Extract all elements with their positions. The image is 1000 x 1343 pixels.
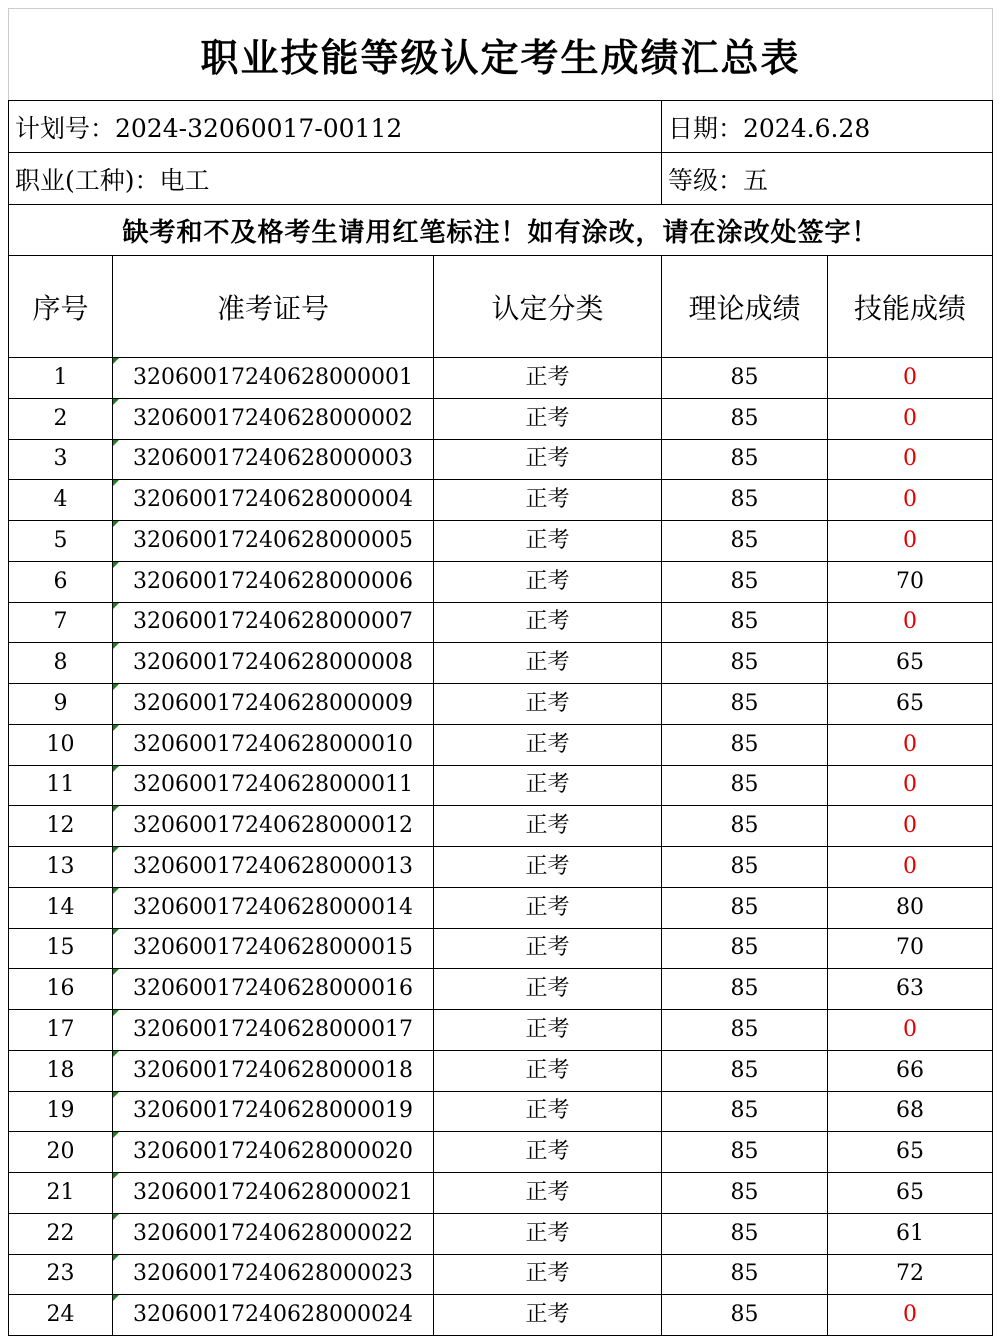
serial-cell: 2	[9, 398, 113, 439]
serial-cell: 10	[9, 724, 113, 765]
plan-row	[9, 101, 993, 153]
admission-number-cell: 32060017240628000008	[113, 643, 434, 684]
table-row	[9, 1010, 993, 1051]
skill-score-cell: 0	[828, 358, 993, 399]
category-cell: 正考	[434, 1295, 662, 1336]
skill-score-cell: 0	[828, 724, 993, 765]
serial-cell: 19	[9, 1091, 113, 1132]
theory-score-cell: 85	[662, 969, 828, 1010]
theory-score-cell: 85	[662, 480, 828, 521]
admission-number-cell: 32060017240628000024	[113, 1295, 434, 1336]
table-row	[9, 765, 993, 806]
notice-text: 缺考和不及格考生请用红笔标注！如有涂改，请在涂改处签字！	[9, 205, 993, 256]
occupation-row	[9, 153, 993, 205]
theory-score-cell: 85	[662, 887, 828, 928]
score-summary-sheet	[8, 8, 992, 1336]
admission-number-cell: 32060017240628000004	[113, 480, 434, 521]
table-row	[9, 887, 993, 928]
table-row	[9, 398, 993, 439]
serial-cell: 22	[9, 1213, 113, 1254]
theory-score-cell: 85	[662, 643, 828, 684]
skill-score-cell: 0	[828, 521, 993, 562]
serial-cell: 3	[9, 439, 113, 480]
category-cell: 正考	[434, 724, 662, 765]
admission-number-cell: 32060017240628000018	[113, 1050, 434, 1091]
admission-number-cell: 32060017240628000019	[113, 1091, 434, 1132]
skill-score-cell: 0	[828, 398, 993, 439]
admission-number-cell: 32060017240628000007	[113, 602, 434, 643]
skill-score-cell: 0	[828, 765, 993, 806]
admission-number-cell: 32060017240628000023	[113, 1254, 434, 1295]
skill-score-cell: 80	[828, 887, 993, 928]
serial-cell: 13	[9, 847, 113, 888]
skill-score-cell: 70	[828, 561, 993, 602]
category-cell: 正考	[434, 439, 662, 480]
admission-number-cell: 32060017240628000002	[113, 398, 434, 439]
admission-number-cell: 32060017240628000006	[113, 561, 434, 602]
skill-score-cell: 65	[828, 643, 993, 684]
category-cell: 正考	[434, 887, 662, 928]
category-cell: 正考	[434, 765, 662, 806]
skill-score-cell: 65	[828, 1173, 993, 1214]
theory-score-cell: 85	[662, 1050, 828, 1091]
category-cell: 正考	[434, 684, 662, 725]
serial-cell: 15	[9, 928, 113, 969]
admission-number-cell: 32060017240628000021	[113, 1173, 434, 1214]
skill-score-cell: 0	[828, 439, 993, 480]
theory-score-cell: 85	[662, 1254, 828, 1295]
skill-score-cell: 65	[828, 684, 993, 725]
theory-score-cell: 85	[662, 521, 828, 562]
theory-score-cell: 85	[662, 1091, 828, 1132]
category-cell: 正考	[434, 1010, 662, 1051]
table-row	[9, 1091, 993, 1132]
admission-number-cell: 32060017240628000012	[113, 806, 434, 847]
admission-number-cell: 32060017240628000014	[113, 887, 434, 928]
serial-cell: 17	[9, 1010, 113, 1051]
skill-score-cell: 0	[828, 1295, 993, 1336]
skill-score-cell: 72	[828, 1254, 993, 1295]
category-cell: 正考	[434, 1173, 662, 1214]
skill-score-cell: 63	[828, 969, 993, 1010]
table-row	[9, 1213, 993, 1254]
admission-number-cell: 32060017240628000005	[113, 521, 434, 562]
skill-score-cell: 70	[828, 928, 993, 969]
theory-score-cell: 85	[662, 1010, 828, 1051]
skill-score-cell: 66	[828, 1050, 993, 1091]
admission-number-cell: 32060017240628000020	[113, 1132, 434, 1173]
serial-cell: 4	[9, 480, 113, 521]
admission-number-cell: 32060017240628000022	[113, 1213, 434, 1254]
theory-score-cell: 85	[662, 847, 828, 888]
admission-number-cell: 32060017240628000017	[113, 1010, 434, 1051]
theory-score-cell: 85	[662, 1173, 828, 1214]
skill-score-cell: 0	[828, 806, 993, 847]
serial-cell: 16	[9, 969, 113, 1010]
table-row	[9, 724, 993, 765]
category-cell: 正考	[434, 1050, 662, 1091]
skill-score-cell: 0	[828, 480, 993, 521]
theory-score-cell: 85	[662, 724, 828, 765]
serial-cell: 20	[9, 1132, 113, 1173]
theory-score-cell: 85	[662, 1295, 828, 1336]
serial-cell: 21	[9, 1173, 113, 1214]
header-category: 认定分类	[434, 256, 662, 358]
header-row	[9, 256, 993, 358]
serial-cell: 14	[9, 887, 113, 928]
skill-score-cell: 0	[828, 847, 993, 888]
plan-number: 计划号：2024-32060017-00112	[9, 101, 662, 153]
table-row	[9, 358, 993, 399]
skill-score-cell: 61	[828, 1213, 993, 1254]
serial-cell: 18	[9, 1050, 113, 1091]
theory-score-cell: 85	[662, 439, 828, 480]
table-row	[9, 847, 993, 888]
table-row	[9, 1254, 993, 1295]
skill-score-cell: 65	[828, 1132, 993, 1173]
admission-number-cell: 32060017240628000003	[113, 439, 434, 480]
table-row	[9, 684, 993, 725]
category-cell: 正考	[434, 1254, 662, 1295]
table-row	[9, 1295, 993, 1336]
skill-score-cell: 0	[828, 602, 993, 643]
category-cell: 正考	[434, 358, 662, 399]
category-cell: 正考	[434, 969, 662, 1010]
admission-number-cell: 32060017240628000011	[113, 765, 434, 806]
theory-score-cell: 85	[662, 928, 828, 969]
header-serial: 序号	[9, 256, 113, 358]
serial-cell: 11	[9, 765, 113, 806]
serial-cell: 7	[9, 602, 113, 643]
table-row	[9, 439, 993, 480]
occupation: 职业(工种)：电工	[9, 153, 662, 205]
table-row	[9, 1050, 993, 1091]
serial-cell: 23	[9, 1254, 113, 1295]
serial-cell: 12	[9, 806, 113, 847]
score-table	[8, 8, 993, 1336]
table-row	[9, 480, 993, 521]
page-title: 职业技能等级认定考生成绩汇总表	[9, 9, 993, 101]
notice-row	[9, 205, 993, 256]
serial-cell: 8	[9, 643, 113, 684]
theory-score-cell: 85	[662, 684, 828, 725]
category-cell: 正考	[434, 1132, 662, 1173]
theory-score-cell: 85	[662, 1213, 828, 1254]
category-cell: 正考	[434, 806, 662, 847]
table-row	[9, 561, 993, 602]
theory-score-cell: 85	[662, 602, 828, 643]
admission-number-cell: 32060017240628000010	[113, 724, 434, 765]
skill-score-cell: 68	[828, 1091, 993, 1132]
category-cell: 正考	[434, 480, 662, 521]
category-cell: 正考	[434, 602, 662, 643]
category-cell: 正考	[434, 398, 662, 439]
category-cell: 正考	[434, 643, 662, 684]
theory-score-cell: 85	[662, 765, 828, 806]
header-skill-score: 技能成绩	[828, 256, 993, 358]
admission-number-cell: 32060017240628000013	[113, 847, 434, 888]
table-row	[9, 1132, 993, 1173]
admission-number-cell: 32060017240628000015	[113, 928, 434, 969]
table-row	[9, 806, 993, 847]
theory-score-cell: 85	[662, 398, 828, 439]
category-cell: 正考	[434, 561, 662, 602]
admission-number-cell: 32060017240628000016	[113, 969, 434, 1010]
title-row	[9, 9, 993, 101]
skill-score-cell: 0	[828, 1010, 993, 1051]
category-cell: 正考	[434, 847, 662, 888]
table-row	[9, 969, 993, 1010]
serial-cell: 6	[9, 561, 113, 602]
admission-number-cell: 32060017240628000001	[113, 358, 434, 399]
serial-cell: 24	[9, 1295, 113, 1336]
grade-level: 等级：五	[662, 153, 993, 205]
category-cell: 正考	[434, 1091, 662, 1132]
admission-number-cell: 32060017240628000009	[113, 684, 434, 725]
serial-cell: 9	[9, 684, 113, 725]
theory-score-cell: 85	[662, 561, 828, 602]
table-row	[9, 1173, 993, 1214]
header-admission-number: 准考证号	[113, 256, 434, 358]
table-row	[9, 928, 993, 969]
table-row	[9, 643, 993, 684]
exam-date: 日期：2024.6.28	[662, 101, 993, 153]
category-cell: 正考	[434, 928, 662, 969]
table-row	[9, 602, 993, 643]
category-cell: 正考	[434, 521, 662, 562]
theory-score-cell: 85	[662, 358, 828, 399]
header-theory-score: 理论成绩	[662, 256, 828, 358]
theory-score-cell: 85	[662, 806, 828, 847]
serial-cell: 1	[9, 358, 113, 399]
category-cell: 正考	[434, 1213, 662, 1254]
table-row	[9, 521, 993, 562]
serial-cell: 5	[9, 521, 113, 562]
theory-score-cell: 85	[662, 1132, 828, 1173]
